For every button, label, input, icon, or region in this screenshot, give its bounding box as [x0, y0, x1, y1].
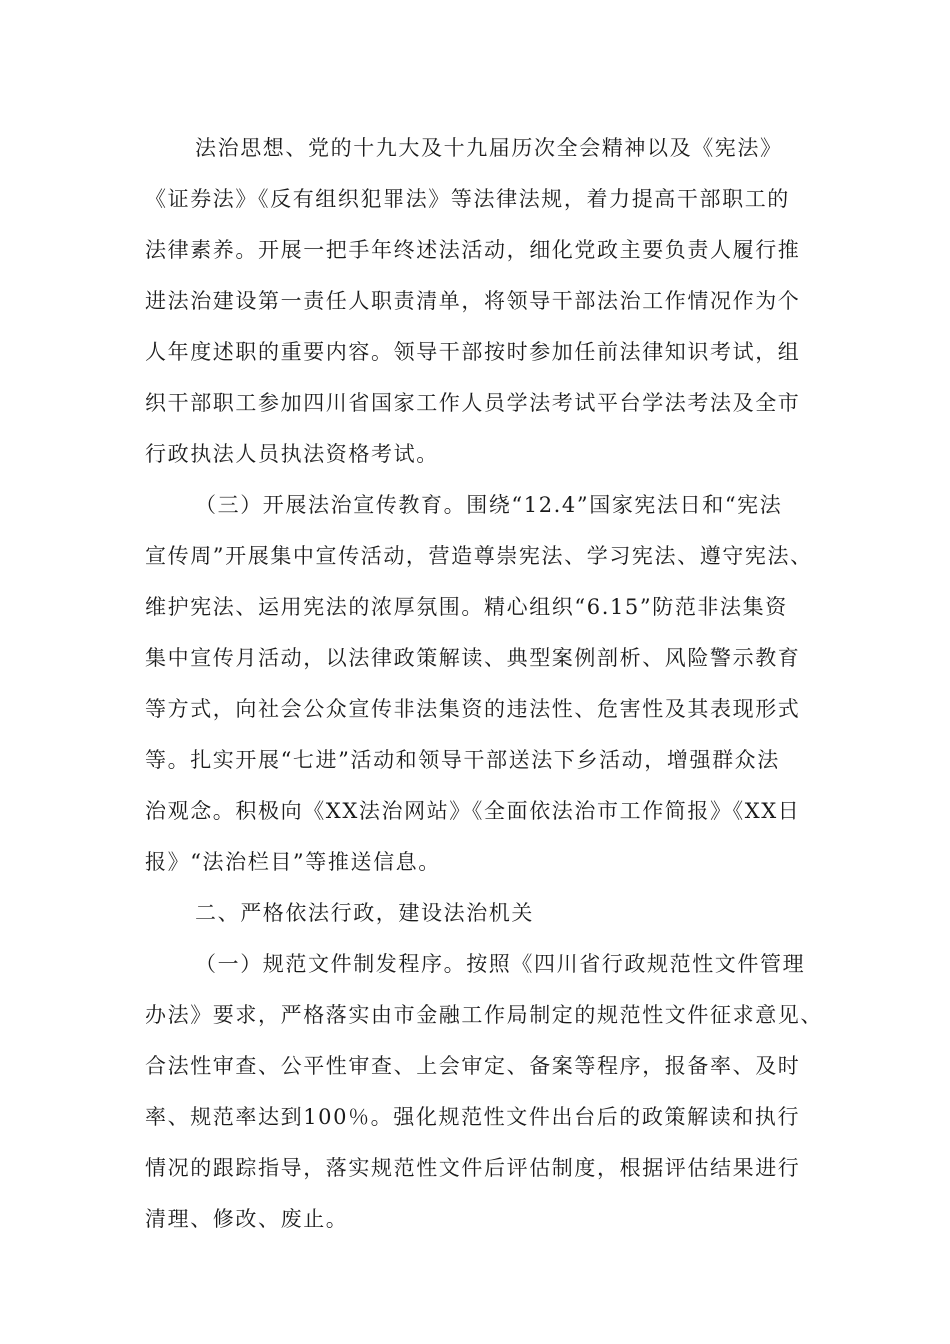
text-line: 等。扎实开展“七进”活动和领导干部送法下乡活动，增强群众法: [145, 748, 780, 772]
text-line: 率、规范率达到100％。强化规范性文件出台后的政策解读和执行: [145, 1105, 801, 1129]
text-line: 行政执法人员执法资格考试。: [145, 442, 439, 466]
text-line: 办法》要求，严格落实由市金融工作局制定的规范性文件征求意见、: [145, 1003, 823, 1027]
text-line: 合法性审查、公平性审查、上会审定、备案等程序，报备率、及时: [145, 1054, 801, 1078]
text-line: 等方式，向社会公众宣传非法集资的违法性、危害性及其表现形式: [145, 697, 801, 721]
text-line: 集中宣传月活动，以法律政策解读、典型案例剖析、风险警示教育: [145, 646, 801, 670]
text-line: 宣传周”开展集中宣传活动，营造尊崇宪法、学习宪法、遵守宪法、: [145, 544, 813, 568]
text-line: 法治思想、党的十九大及十九届历次全会精神以及《宪法》: [195, 136, 783, 160]
text-line: 进法治建设第一责任人职责清单，将领导干部法治工作情况作为个: [145, 289, 801, 313]
text-line: 织干部职工参加四川省国家工作人员学法考试平台学法考法及全市: [145, 391, 801, 415]
text-line: 维护宪法、运用宪法的浓厚氛围。精心组织“6.15”防范非法集资: [145, 595, 788, 619]
text-line: 情况的跟踪指导，落实规范性文件后评估制度，根据评估结果进行: [145, 1156, 801, 1180]
section-heading-3: （三）开展法治宣传教育。围绕“12.4”国家宪法日和“宪法: [195, 493, 783, 517]
text-line: 报》“法治栏目”等推送信息。: [145, 850, 441, 874]
text-line: 清理、修改、废止。: [145, 1207, 349, 1231]
text-line: 人年度述职的重要内容。领导干部按时参加任前法律知识考试，组: [145, 340, 801, 364]
text-line: 法律素养。开展一把手年终述法活动，细化党政主要负责人履行推: [145, 238, 801, 262]
section-heading-2: 二、严格依法行政，建设法治机关: [195, 901, 534, 925]
text-line: 《证券法》《反有组织犯罪法》等法律法规，着力提高干部职工的: [145, 187, 790, 211]
text-line: 治观念。积极向《XX法治网站》《全面依法治市工作简报》《XX日: [145, 799, 801, 823]
subsection-heading-1: （一）规范文件制发程序。按照《四川省行政规范性文件管理: [195, 952, 806, 976]
